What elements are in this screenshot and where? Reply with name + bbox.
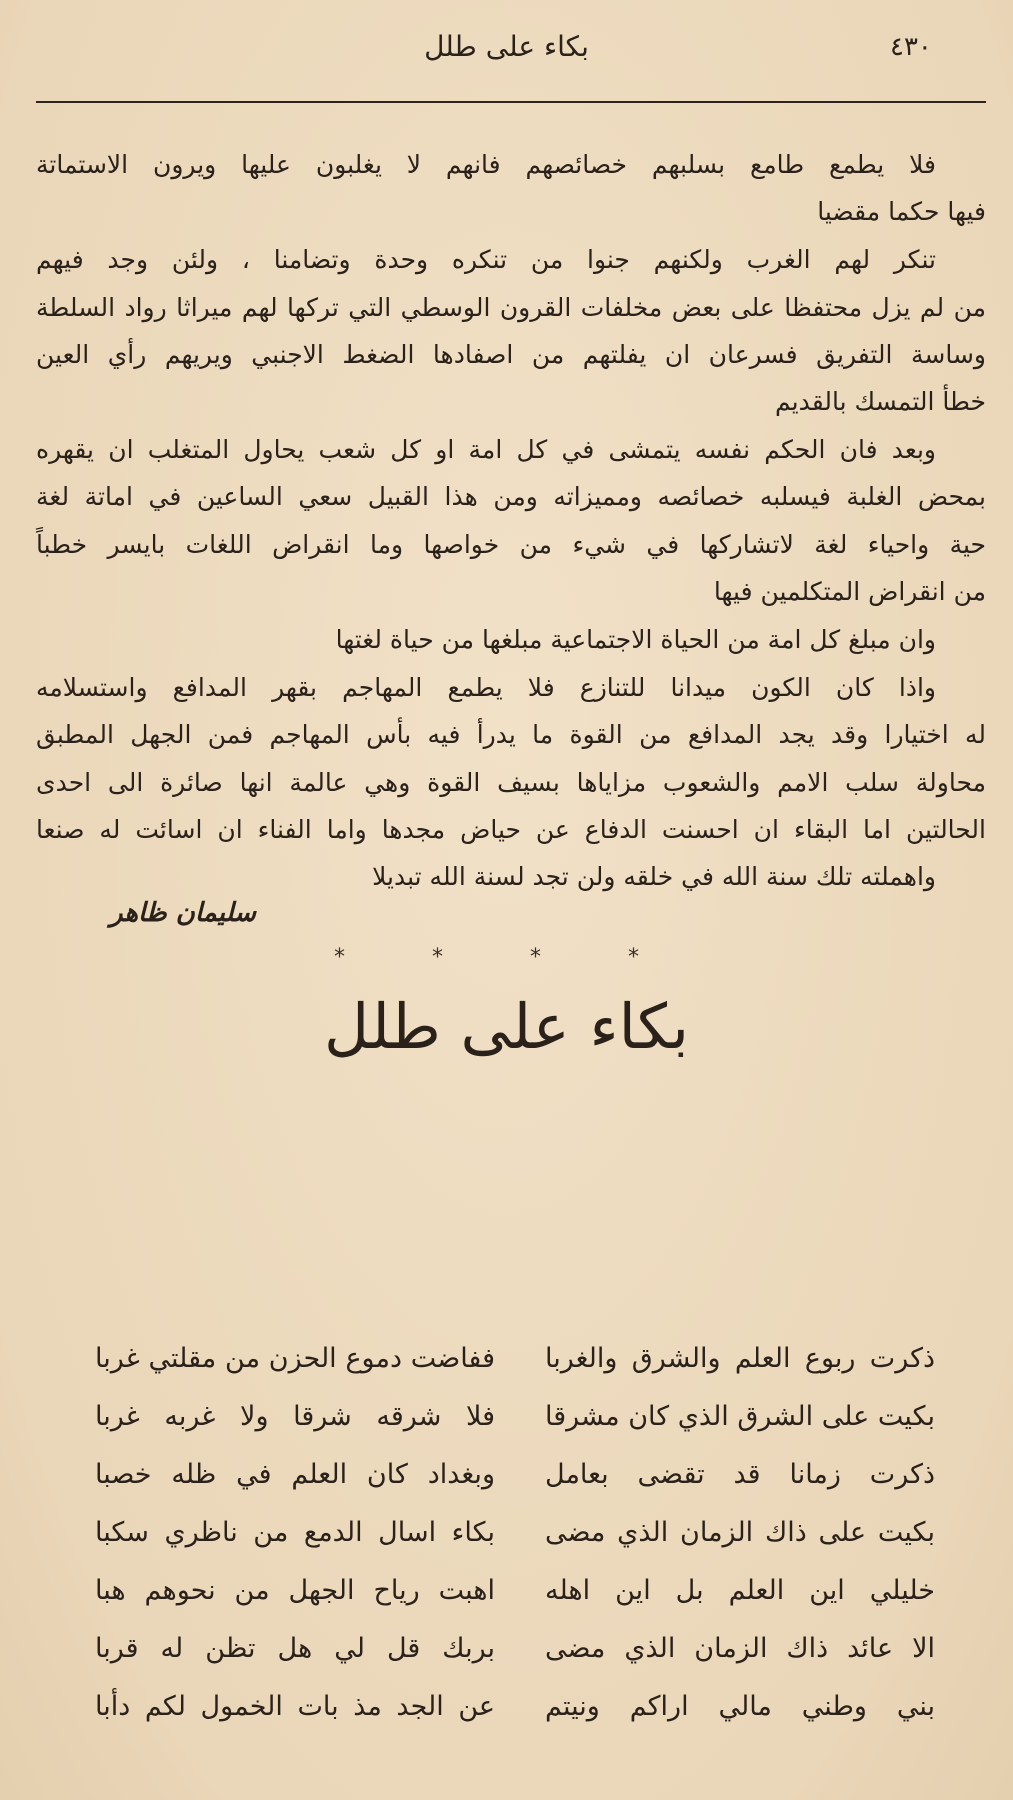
verse-first-hemistich: خليلي اين العلم بل اين اهله bbox=[545, 1575, 935, 1606]
running-header-title: بكاء على طلل bbox=[424, 30, 589, 63]
body-line: فلا يطمع طامع بسلبهم خصائصهم فانهم لا يغلبون عليها ويرون الاستماتة bbox=[36, 150, 936, 179]
verse-second-hemistich: ففاضت دموع الحزن من مقلتي غربا bbox=[95, 1343, 495, 1374]
body-line: حية واحياء لغة لاتشاركها في شيء من خواصها وما انقراض اللغات بايسر خطباً bbox=[36, 530, 986, 559]
page-number: ٤٣٠ bbox=[890, 32, 932, 62]
verse-second-hemistich: فلا شرقه شرقا ولا غربه غربا bbox=[95, 1401, 495, 1432]
body-line: فيها حكما مقضيا bbox=[817, 197, 986, 226]
verse-first-hemistich: ذكرت ربوع العلم والشرق والغربا bbox=[545, 1343, 935, 1374]
verse-first-hemistich: ذكرت زمانا قد تقضى بعامل bbox=[545, 1459, 935, 1490]
verse-first-hemistich: الا عائد ذاك الزمان الذي مضى bbox=[545, 1633, 935, 1664]
header-rule bbox=[36, 101, 986, 103]
body-line: وبعد فان الحكم نفسه يتمشى في كل امة او كل شعب يحاول المتغلب ان يقهره bbox=[36, 435, 936, 464]
verse-second-hemistich: اهبت رياح الجهل من نحوهم هبا bbox=[95, 1575, 495, 1606]
body-line: خطأ التمسك بالقديم bbox=[775, 387, 986, 416]
body-line: له اختيارا وقد يجد المدافع من القوة ما يدرأ فيه بأس المهاجم فمن الجهل المطبق bbox=[36, 720, 986, 749]
body-line: من لم يزل محتفظا على بعض مخلفات القرون الوسطي التي تركها لهم ميراثا رواد السلطة bbox=[36, 293, 986, 322]
body-line: الحالتين اما البقاء ان احسنت الدفاع عن حياض مجدها واما الفناء ان اسائت له صنعا bbox=[36, 815, 986, 844]
verse-second-hemistich: وبغداد كان العلم في ظله خصبا bbox=[95, 1459, 495, 1490]
body-line: واذا كان الكون ميدانا للتنازع فلا يطمع المهاجم بقهر المدافع واستسلامه bbox=[36, 673, 936, 702]
body-line: محاولة سلب الامم والشعوب مزاياها بسيف القوة وهي عالمة انها صائرة الى احدى bbox=[36, 768, 986, 797]
verse-first-hemistich: بني وطني مالي اراكم ونيتم bbox=[545, 1691, 935, 1722]
verse-first-hemistich: بكيت على ذاك الزمان الذي مضى bbox=[545, 1517, 935, 1548]
verse-second-hemistich: بربك قل لي هل تظن له قربا bbox=[95, 1633, 495, 1664]
poem-title: بكاء على طلل bbox=[324, 990, 689, 1063]
body-line: من انقراض المتكلمين فيها bbox=[713, 577, 986, 606]
verse-second-hemistich: عن الجد مذ بات الخمول لكم دأبا bbox=[95, 1691, 495, 1722]
verse-second-hemistich: بكاء اسال الدمع من ناظري سكبا bbox=[95, 1517, 495, 1548]
body-line: واهملته تلك سنة الله في خلقه ولن تجد لسنة الله تبديلا bbox=[372, 862, 936, 891]
body-line: وان مبلغ كل امة من الحياة الاجتماعية مبلغها من حياة لغتها bbox=[335, 625, 936, 654]
body-line: بمحض الغلبة فيسلبه خصائصه ومميزاته ومن هذا القبيل سعي الساعين في اماتة لغة bbox=[36, 482, 986, 511]
body-line: وساسة التفريق فسرعان ان يفلتهم من اصفادها الضغط الاجنبي ويريهم رأي العين bbox=[36, 340, 986, 369]
body-line: تنكر لهم الغرب ولكنهم جنوا من تنكره وحدة وتضامنا ، ولئن وجد فيهم bbox=[36, 245, 936, 274]
author-signature: سليمان ظاهر bbox=[110, 898, 257, 928]
section-separator: * * * * bbox=[334, 945, 679, 970]
verse-first-hemistich: بكيت على الشرق الذي كان مشرقا bbox=[545, 1401, 935, 1432]
